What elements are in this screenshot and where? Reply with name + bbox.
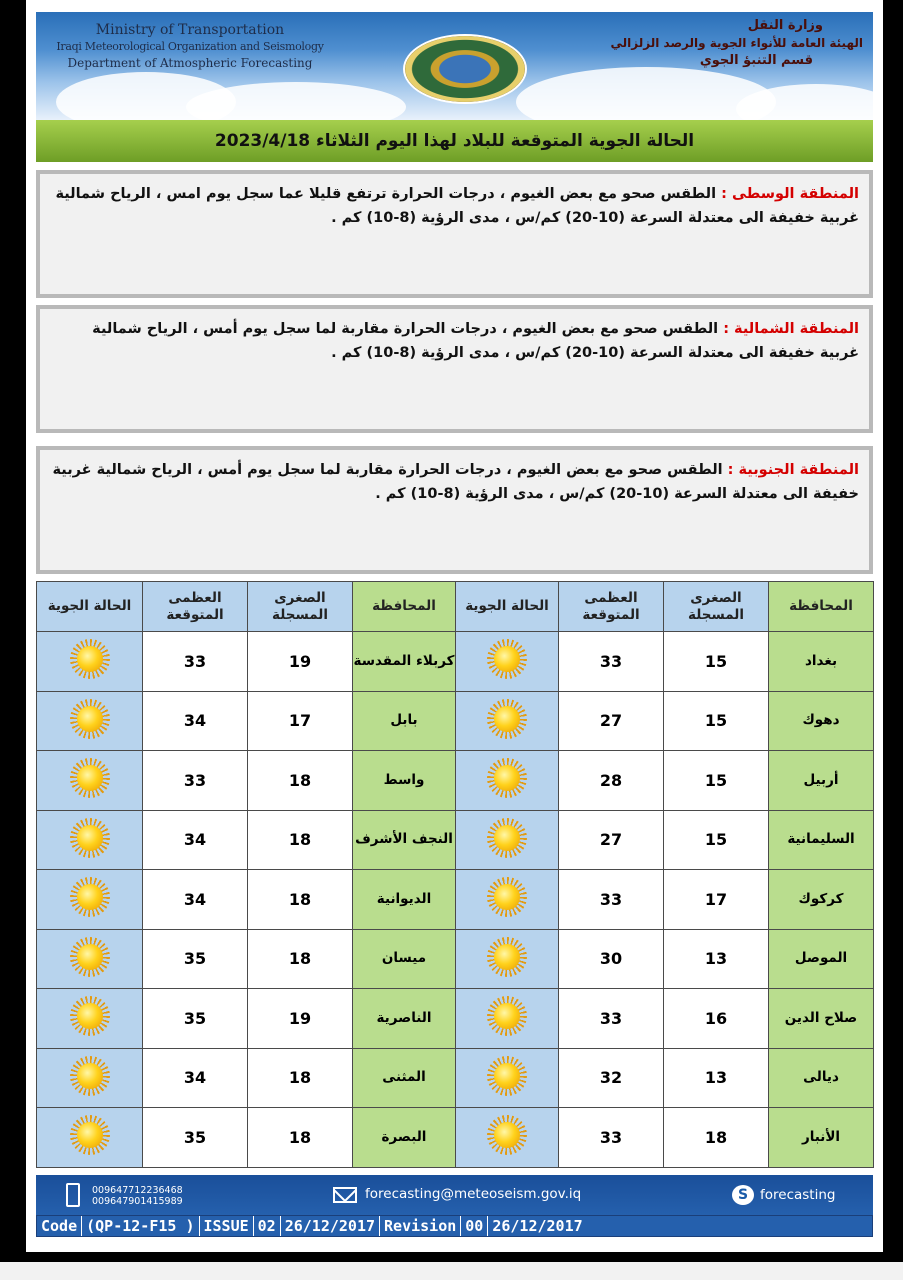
ministry-name-ar: وزارة النقل — [747, 18, 823, 33]
min-temp-cell: 17 — [248, 691, 353, 751]
max-temp-cell: 34 — [143, 1048, 248, 1108]
weather-cell — [37, 751, 143, 811]
weather-cell — [456, 1108, 559, 1168]
revision-label: Revision — [380, 1216, 461, 1236]
table-row — [37, 751, 874, 811]
weather-cell — [456, 1048, 559, 1108]
min-temp-cell: 17 — [664, 870, 769, 930]
header-governorate: المحافظة — [353, 582, 456, 632]
revision-date: 26/12/2017 — [492, 1217, 583, 1235]
table-row — [37, 810, 874, 870]
document-code-bar — [36, 1215, 873, 1237]
bulletin-page — [26, 0, 883, 1252]
weather-cell — [37, 1048, 143, 1108]
weather-cell — [456, 751, 559, 811]
sun-icon — [484, 934, 530, 980]
issue-date: 26/12/2017 — [281, 1216, 380, 1236]
max-temp-cell: 27 — [559, 810, 664, 870]
sun-icon — [67, 815, 113, 861]
code-value: (QP-12-F15 ) — [82, 1216, 199, 1236]
min-temp-cell: 18 — [248, 810, 353, 870]
region-north — [36, 305, 873, 433]
header-max-expected: العظمى المتوقعة — [559, 582, 664, 632]
revision-number: 00 — [461, 1216, 488, 1236]
organization-name-en: Iraqi Meteorological Organization and Seismology — [56, 40, 324, 53]
header-english — [50, 22, 330, 70]
ministry-name-en: Ministry of Transportation — [95, 22, 285, 38]
email-address[interactable]: forecasting@meteoseism.gov.iq — [365, 1186, 582, 1202]
sun-icon — [67, 696, 113, 742]
contact-footer — [36, 1175, 873, 1215]
max-temp-cell: 33 — [559, 1108, 664, 1168]
governorate-cell: صلاح الدين — [769, 989, 874, 1049]
header-weather: الحالة الجوية — [456, 582, 559, 632]
max-temp-cell: 35 — [143, 989, 248, 1049]
max-temp-cell: 33 — [559, 870, 664, 930]
sun-icon — [484, 636, 530, 682]
max-temp-cell: 33 — [559, 632, 664, 692]
max-temp-cell: 35 — [143, 1108, 248, 1168]
weather-cell — [456, 632, 559, 692]
table-row — [37, 1108, 874, 1168]
sun-icon — [484, 815, 530, 861]
max-temp-cell: 33 — [143, 751, 248, 811]
weather-cell — [37, 870, 143, 930]
max-temp-cell: 27 — [559, 691, 664, 751]
governorate-cell: كربلاء المقدسة — [353, 632, 456, 692]
header-min-recorded: الصغرى المسجلة — [248, 582, 353, 632]
min-temp-cell: 13 — [664, 929, 769, 989]
max-temp-cell: 30 — [559, 929, 664, 989]
min-temp-cell: 15 — [664, 632, 769, 692]
table-header-row — [37, 582, 874, 632]
organization-logo — [403, 34, 527, 104]
weather-cell — [456, 810, 559, 870]
mail-icon — [333, 1187, 357, 1203]
sun-icon — [484, 874, 530, 920]
governorate-cell: ميسان — [353, 929, 456, 989]
min-temp-cell: 18 — [248, 1048, 353, 1108]
max-temp-cell: 33 — [143, 632, 248, 692]
phone-icon — [66, 1183, 80, 1207]
table-row — [37, 989, 874, 1049]
header-weather: الحالة الجوية — [37, 582, 143, 632]
max-temp-cell: 33 — [559, 989, 664, 1049]
governorate-cell: الأنبار — [769, 1108, 874, 1168]
sun-icon — [67, 755, 113, 801]
weather-cell — [37, 929, 143, 989]
header-governorate: المحافظة — [769, 582, 874, 632]
header-banner — [36, 12, 873, 120]
table-row — [37, 1048, 874, 1108]
max-temp-cell: 34 — [143, 870, 248, 930]
phone-number: 009647901415989 — [92, 1196, 183, 1207]
governorate-cell: السليمانية — [769, 810, 874, 870]
governorate-cell: أربيل — [769, 751, 874, 811]
skype-icon: S — [732, 1185, 754, 1205]
header-min-recorded: الصغرى المسجلة — [664, 582, 769, 632]
issue-label: ISSUE — [200, 1216, 254, 1236]
min-temp-cell: 18 — [664, 1108, 769, 1168]
weather-cell — [456, 691, 559, 751]
skype-handle[interactable]: forecasting — [760, 1187, 836, 1203]
max-temp-cell: 34 — [143, 810, 248, 870]
table-row — [37, 632, 874, 692]
min-temp-cell: 15 — [664, 751, 769, 811]
weather-cell — [37, 989, 143, 1049]
sun-icon — [67, 1112, 113, 1158]
min-temp-cell: 18 — [248, 929, 353, 989]
min-temp-cell: 13 — [664, 1048, 769, 1108]
sun-icon — [484, 755, 530, 801]
organization-name-ar: الهيئة العامة للأنواء الجوية والرصد الزلزالي — [610, 36, 863, 50]
sun-icon — [67, 1053, 113, 1099]
sun-icon — [484, 1053, 530, 1099]
governorate-cell: الديوانية — [353, 870, 456, 930]
weather-cell — [456, 989, 559, 1049]
forecast-table — [36, 581, 874, 1168]
phone-numbers — [92, 1185, 183, 1207]
min-temp-cell: 18 — [248, 1108, 353, 1168]
governorate-cell: الناصرية — [353, 989, 456, 1049]
header-arabic — [603, 18, 863, 68]
min-temp-cell: 15 — [664, 810, 769, 870]
weather-cell — [37, 632, 143, 692]
max-temp-cell: 28 — [559, 751, 664, 811]
region-name: المنطقة الشمالية : — [723, 321, 859, 337]
region-name: المنطقة الجنوبية : — [727, 462, 859, 478]
table-row — [37, 691, 874, 751]
sun-icon — [484, 1112, 530, 1158]
min-temp-cell: 19 — [248, 632, 353, 692]
governorate-cell: دهوك — [769, 691, 874, 751]
page-title: الحالة الجوية المتوقعة للبلاد لهذا اليوم الثلاثاء 2023/4/18 — [36, 120, 873, 162]
table-row — [37, 929, 874, 989]
min-temp-cell: 18 — [248, 751, 353, 811]
governorate-cell: كركوك — [769, 870, 874, 930]
weather-cell — [37, 691, 143, 751]
weather-cell — [456, 870, 559, 930]
governorate-cell: بابل — [353, 691, 456, 751]
max-temp-cell: 34 — [143, 691, 248, 751]
weather-cell — [456, 929, 559, 989]
region-text: الطقس صحو مع بعض الغيوم ، درجات الحرارة ترتفع قليلا عما سجل يوم امس ، الرياح شمالية غربية خفيفة الى معتدلة السرعة (10-20) كم/س ، مدى الرؤية (8-10) كم . — [55, 186, 859, 226]
governorate-cell: بغداد — [769, 632, 874, 692]
weather-cell — [37, 810, 143, 870]
min-temp-cell: 19 — [248, 989, 353, 1049]
sun-icon — [484, 993, 530, 1039]
max-temp-cell: 32 — [559, 1048, 664, 1108]
min-temp-cell: 15 — [664, 691, 769, 751]
bottom-strip — [0, 1262, 903, 1280]
governorate-cell: النجف الأشرف — [353, 810, 456, 870]
sun-icon — [484, 696, 530, 742]
governorate-cell: البصرة — [353, 1108, 456, 1168]
governorate-cell: ديالى — [769, 1048, 874, 1108]
region-name: المنطقة الوسطى : — [721, 186, 859, 202]
department-name-en: Department of Atmospheric Forecasting — [67, 56, 313, 70]
sun-icon — [67, 993, 113, 1039]
region-text: الطقس صحو مع بعض الغيوم ، درجات الحرارة مقاربة لما سجل يوم أمس ، الرياح شمالية غربية خفيفة الى معتدلة السرعة (10-20) كم/س ، مدى الرؤية (8-10) كم . — [92, 321, 859, 361]
governorate-cell: الموصل — [769, 929, 874, 989]
min-temp-cell: 18 — [248, 870, 353, 930]
table-row — [37, 870, 874, 930]
issue-number: 02 — [254, 1216, 281, 1236]
governorate-cell: واسط — [353, 751, 456, 811]
department-name-ar: قسم التنبؤ الجوي — [699, 53, 813, 68]
sun-icon — [67, 934, 113, 980]
weather-cell — [37, 1108, 143, 1168]
phone-number: 009647712236468 — [92, 1185, 183, 1196]
region-central — [36, 170, 873, 298]
governorate-cell: المثنى — [353, 1048, 456, 1108]
sun-icon — [67, 874, 113, 920]
min-temp-cell: 16 — [664, 989, 769, 1049]
sun-icon — [67, 636, 113, 682]
max-temp-cell: 35 — [143, 929, 248, 989]
region-south — [36, 446, 873, 574]
header-max-expected: العظمى المتوقعة — [143, 582, 248, 632]
code-label: Code — [37, 1216, 82, 1236]
region-text: الطقس صحو مع بعض الغيوم ، درجات الحرارة مقاربة لما سجل يوم أمس ، الرياح شمالية غربية خفيفة الى معتدلة السرعة (10-20) كم/س ، مدى الرؤية (8-10) كم . — [52, 462, 859, 502]
